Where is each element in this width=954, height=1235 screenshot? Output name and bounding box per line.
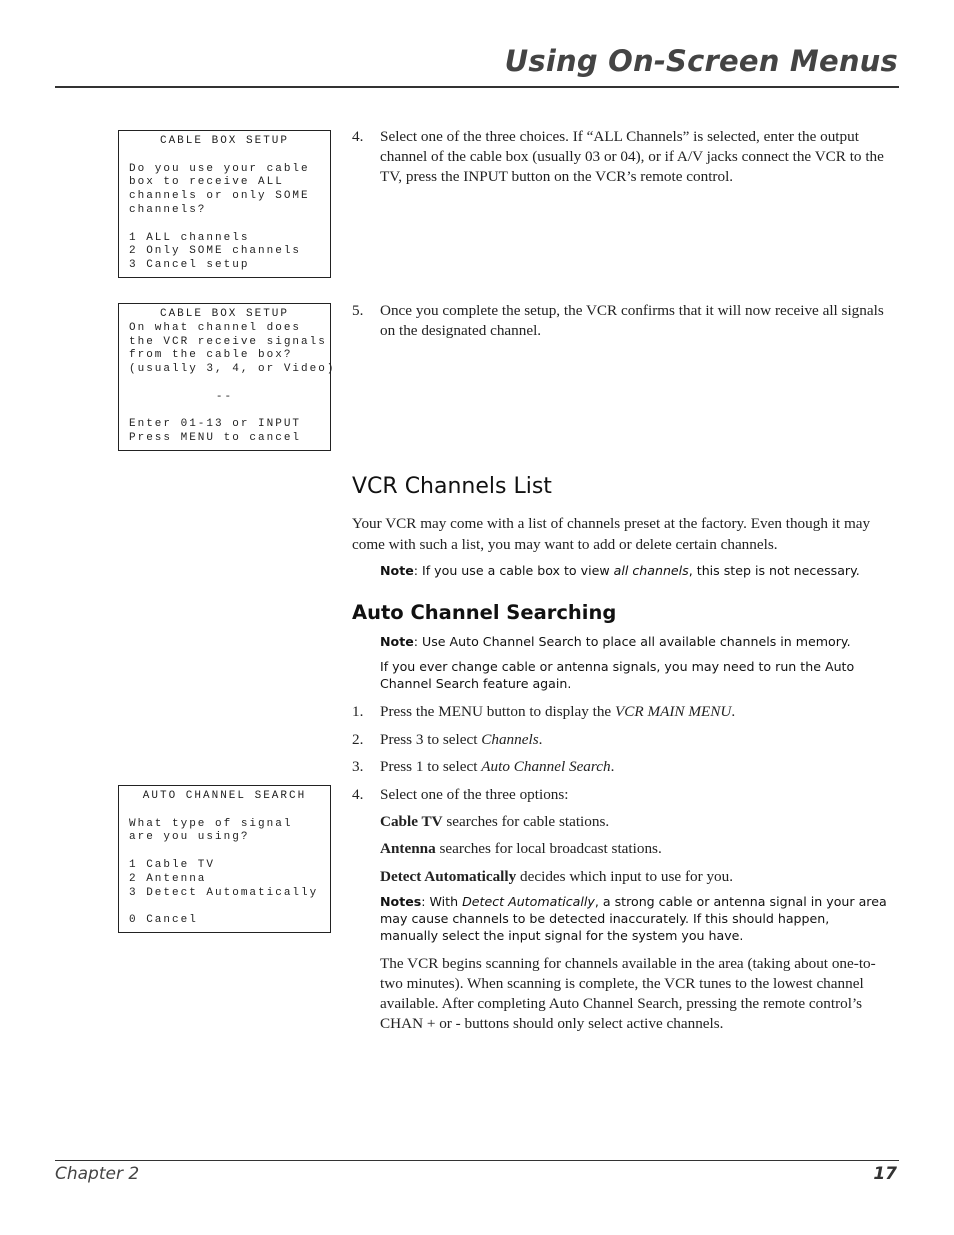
cable-box-setup-menu — [118, 130, 331, 278]
auto-step-4 — [352, 785, 892, 805]
step-text-part: Press 3 to select — [380, 731, 482, 748]
step-text — [380, 757, 892, 777]
note-emphasis: all channels — [613, 563, 689, 578]
auto-channel-note — [380, 633, 890, 650]
option-detect-automatically — [380, 867, 890, 887]
menu-line — [129, 218, 330, 232]
notes-emphasis: Detect Automatically — [462, 894, 595, 909]
menu-option: 3 Cancel setup — [129, 259, 250, 272]
menu-line — [129, 804, 330, 818]
note-label: Note — [380, 634, 414, 649]
menu-title: AUTO CHANNEL SEARCH — [142, 790, 307, 802]
auto-step-3 — [352, 757, 892, 777]
step-text: Once you complete the setup, the VCR confirms that it will now receive all signals on the designated channel. — [380, 302, 884, 339]
vcr-channels-note — [380, 562, 890, 579]
auto-step-1 — [352, 702, 892, 722]
menu-line: from the cable box? — [129, 349, 293, 362]
menu-line — [129, 900, 330, 914]
menu-line: What type of signal — [129, 817, 293, 830]
step-number: 1. — [352, 703, 364, 720]
menu-title: CABLE BOX SETUP — [159, 135, 290, 147]
note-text: : Use Auto Channel Search to place all available channels in memory. — [413, 634, 851, 649]
notes-text: : With — [421, 894, 463, 909]
page-number: 17 — [873, 1164, 897, 1184]
menu-option: 1 ALL channels — [129, 231, 250, 244]
header-rule — [55, 86, 899, 88]
setup-step-5 — [352, 301, 892, 341]
footer-chapter: Chapter 2 — [55, 1164, 140, 1184]
footer-rule — [55, 1160, 899, 1161]
step-emphasis: Auto Channel Search — [481, 758, 611, 775]
menu-line: are you using? — [129, 831, 250, 844]
step-text-part: . — [538, 731, 543, 748]
menu-option: 1 Cable TV — [129, 858, 216, 871]
auto-step-2 — [352, 730, 892, 750]
menu-line — [129, 149, 330, 163]
step-text — [380, 730, 892, 750]
option-cable-tv — [380, 812, 890, 832]
menu-line — [129, 405, 330, 419]
step-number: 5. — [352, 302, 364, 319]
step-number: 3. — [352, 758, 364, 775]
menu-line: Do you use your cable — [129, 162, 310, 175]
menu-line: On what channel does — [129, 321, 302, 334]
note-text: : If you use a cable box to view — [413, 563, 614, 578]
menu-line — [129, 377, 330, 391]
step-text-part: . — [610, 758, 615, 775]
menu-line: the VCR receive signals — [129, 335, 327, 348]
option-label: Detect Automatically — [380, 868, 517, 885]
menu-line: Press MENU to cancel — [129, 432, 302, 445]
menu-line: (usually 3, 4, or Video) — [129, 363, 336, 376]
menu-line: Enter 01-13 or INPUT — [129, 418, 302, 431]
menu-line: box to receive ALL — [129, 176, 284, 189]
step-text: Select one of the three choices. If “ALL Channels” is selected, enter the output channel of the cable box (usually 03 or 04), or if A/V jacks connect the VCR to the TV, press the INPUT button on the VCR’s remote control. — [380, 128, 884, 185]
menu-title: CABLE BOX SETUP — [159, 308, 290, 320]
step-emphasis: VCR MAIN MENU — [614, 703, 732, 720]
option-label: Cable TV — [380, 813, 443, 830]
menu-option: 0 Cancel — [129, 914, 198, 927]
note-label: Note — [380, 563, 414, 578]
step-text — [380, 702, 892, 722]
auto-channel-note-2: If you ever change cable or antenna signals, you may need to run the Auto Channel Search feature again. — [380, 659, 855, 691]
page-title: Using On-Screen Menus — [504, 44, 898, 78]
step-number: 2. — [352, 731, 364, 748]
step-text-part: . — [731, 703, 736, 720]
auto-channel-search-menu — [118, 785, 331, 933]
section-heading-vcr-channels: VCR Channels List — [352, 474, 552, 499]
step-emphasis: Channels — [481, 731, 539, 748]
step-text-part: Press the MENU button to display the — [380, 703, 615, 720]
option-text: decides which input to use for you. — [516, 868, 734, 885]
section-heading-auto-channel: Auto Channel Searching — [352, 601, 617, 624]
cable-box-channel-menu — [118, 303, 336, 451]
notes-text: , a strong cable or antenna signal in your area may cause channels to be detected inaccurately. If this should happen, manually select the input signal for the system you have. — [380, 894, 887, 943]
step-number: 4. — [352, 786, 364, 803]
menu-option: 2 Only SOME channels — [129, 245, 302, 258]
menu-line: channels? — [129, 203, 207, 216]
menu-line — [129, 845, 330, 859]
setup-step-4 — [352, 127, 892, 187]
step-number: 4. — [352, 128, 364, 145]
channel-entry-field: -- — [215, 390, 234, 403]
step-text: Select one of the three options: — [380, 786, 569, 803]
menu-option: 2 Antenna — [129, 872, 207, 885]
vcr-channels-intro: Your VCR may come with a list of channels preset at the factory. Even though it may come with such a list, you may want to add or delete certain channels. — [352, 515, 871, 553]
detect-automatically-notes — [380, 893, 890, 944]
option-antenna — [380, 839, 890, 859]
menu-option: 3 Detect Automatically — [129, 886, 319, 899]
note-text: , this step is not necessary. — [688, 563, 860, 578]
option-label: Antenna — [380, 840, 436, 857]
auto-channel-closing: The VCR begins scanning for channels available in the area (taking about one-to-two minutes). When scanning is complete, the VCR tunes to the lowest channel available. After completing Auto Channel Search, pressing the remote control’s CHAN + or - buttons should only select active channels. — [380, 955, 876, 1032]
menu-line: channels or only SOME — [129, 190, 310, 203]
option-text: searches for cable stations. — [442, 813, 610, 830]
notes-label: Notes — [380, 894, 422, 909]
step-text-part: Press 1 to select — [380, 758, 482, 775]
option-text: searches for local broadcast stations. — [435, 840, 662, 857]
